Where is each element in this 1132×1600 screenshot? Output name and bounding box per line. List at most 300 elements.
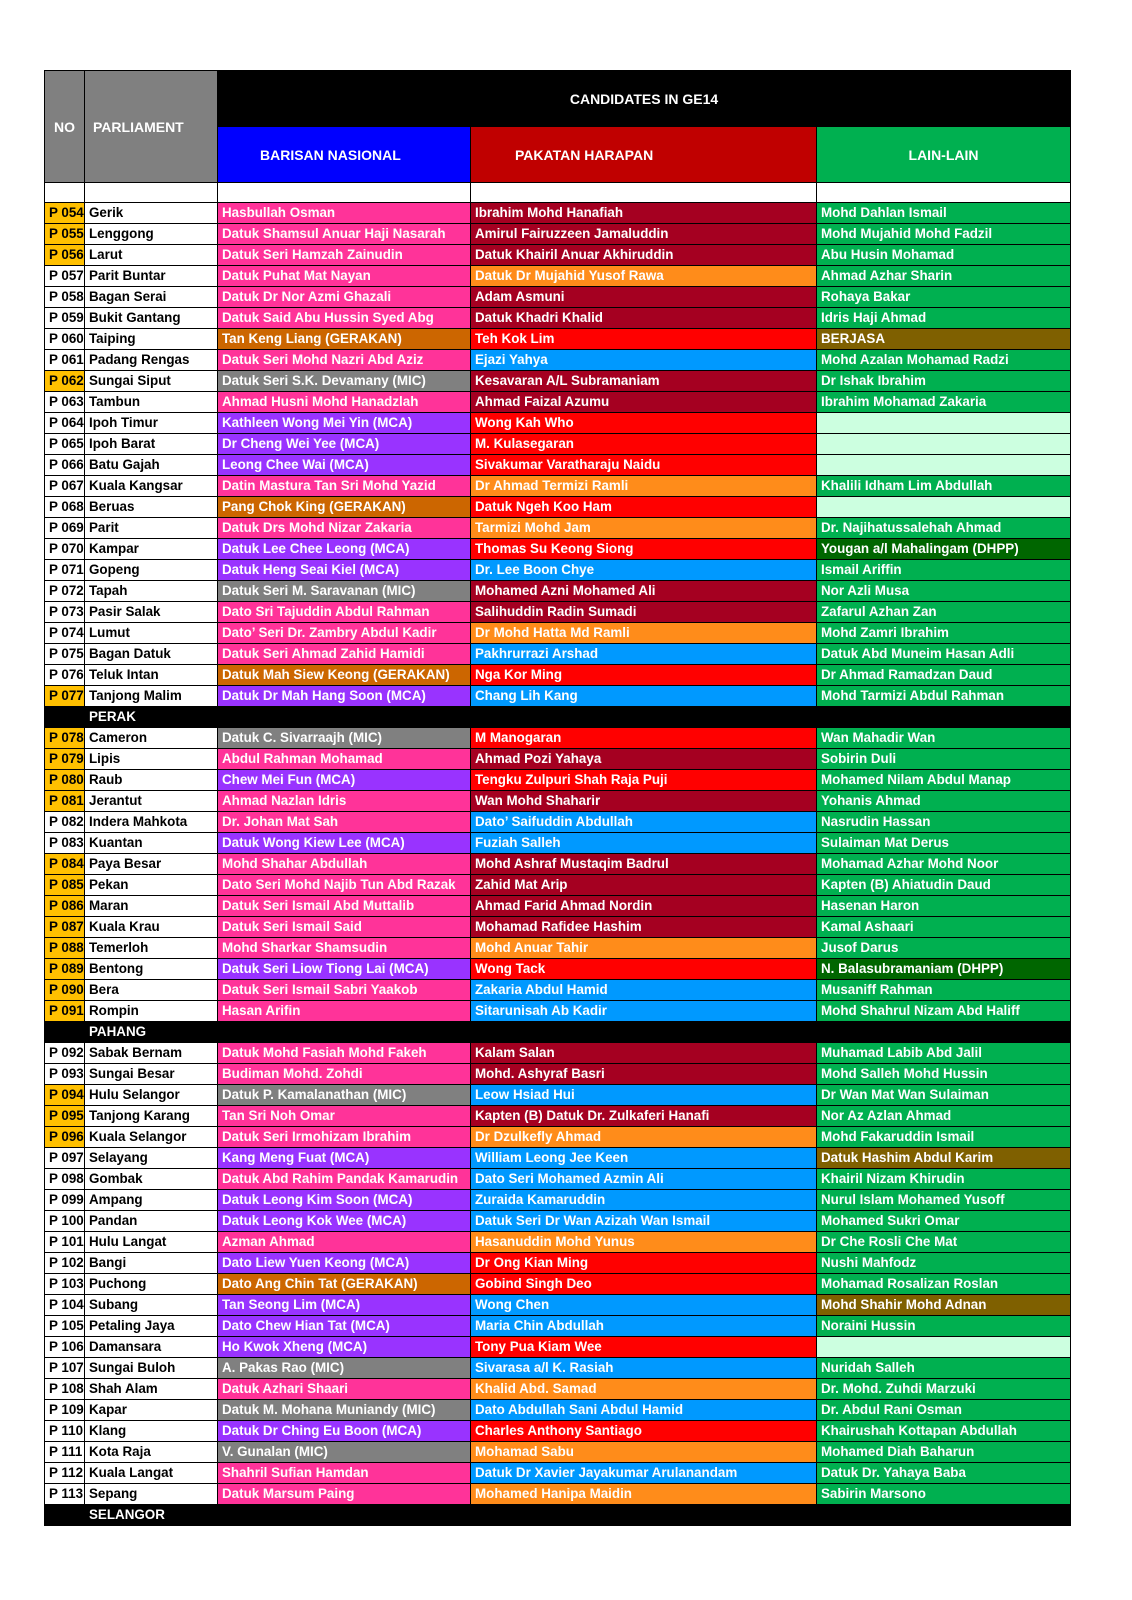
state-label: PERAK	[85, 707, 218, 728]
seat-number: P 081	[45, 791, 85, 812]
bn-candidate: Datuk Seri Liow Tiong Lai (MCA)	[218, 959, 471, 980]
table-row	[45, 1253, 1071, 1274]
parliament-name: Subang	[85, 1295, 218, 1316]
table-row	[45, 1463, 1071, 1484]
table-row	[45, 917, 1071, 938]
parliament-name: Bera	[85, 980, 218, 1001]
seat-number: P 073	[45, 602, 85, 623]
parliament-name: Bangi	[85, 1253, 218, 1274]
bn-candidate: V. Gunalan (MIC)	[218, 1442, 471, 1463]
table-row	[45, 812, 1071, 833]
seat-number: P 100	[45, 1211, 85, 1232]
bn-candidate: Ahmad Nazlan Idris	[218, 791, 471, 812]
ph-candidate: Pakhrurrazi Arshad	[471, 644, 817, 665]
seat-number: P 087	[45, 917, 85, 938]
parliament-name: Beruas	[85, 497, 218, 518]
seat-number: P 090	[45, 980, 85, 1001]
seat-number: P 057	[45, 266, 85, 287]
ph-candidate: M. Kulasegaran	[471, 434, 817, 455]
ph-candidate: Mohd Ashraf Mustaqim Badrul	[471, 854, 817, 875]
other-candidate: Khalili Idham Lim Abdullah	[817, 476, 1071, 497]
bn-candidate: Hasbullah Osman	[218, 203, 471, 224]
table-row	[45, 329, 1071, 350]
table-row	[45, 1442, 1071, 1463]
header-no: NO	[45, 71, 85, 183]
bn-candidate: Dato Chew Hian Tat (MCA)	[218, 1316, 471, 1337]
ph-candidate: Dr Mohd Hatta Md Ramli	[471, 623, 817, 644]
ph-candidate: Salihuddin Radin Sumadi	[471, 602, 817, 623]
state-row-blank	[45, 1022, 85, 1043]
parliament-name: Lipis	[85, 749, 218, 770]
parliament-name: Tapah	[85, 581, 218, 602]
table-row	[45, 749, 1071, 770]
parliament-name: Kota Raja	[85, 1442, 218, 1463]
table-row	[45, 854, 1071, 875]
seat-number: P 069	[45, 518, 85, 539]
bn-candidate: Datuk Dr Ching Eu Boon (MCA)	[218, 1421, 471, 1442]
parliament-name: Padang Rengas	[85, 350, 218, 371]
bn-candidate: Hasan Arifin	[218, 1001, 471, 1022]
ph-candidate: Adam Asmuni	[471, 287, 817, 308]
table-row	[45, 539, 1071, 560]
seat-number: P 066	[45, 455, 85, 476]
bn-candidate: Datuk Puhat Mat Nayan	[218, 266, 471, 287]
ph-candidate: Wong Tack	[471, 959, 817, 980]
table-row	[45, 1085, 1071, 1106]
seat-number: P 095	[45, 1106, 85, 1127]
bn-candidate: Datuk M. Mohana Muniandy (MIC)	[218, 1400, 471, 1421]
state-label: PAHANG	[85, 1022, 218, 1043]
parliament-name: Jerantut	[85, 791, 218, 812]
seat-number: P 077	[45, 686, 85, 707]
ph-candidate: Ejazi Yahya	[471, 350, 817, 371]
other-candidate	[817, 497, 1071, 518]
bn-candidate: Datuk Marsum Paing	[218, 1484, 471, 1505]
seat-number: P 094	[45, 1085, 85, 1106]
table-row	[45, 833, 1071, 854]
bn-candidate: Datuk Shamsul Anuar Haji Nasarah	[218, 224, 471, 245]
bn-candidate: Dato Sri Tajuddin Abdul Rahman	[218, 602, 471, 623]
other-candidate: Hasenan Haron	[817, 896, 1071, 917]
bn-candidate: Dato Liew Yuen Keong (MCA)	[218, 1253, 471, 1274]
state-row-fill	[218, 707, 1071, 728]
other-candidate: N. Balasubramaniam (DHPP)	[817, 959, 1071, 980]
ph-candidate: Zakaria Abdul Hamid	[471, 980, 817, 1001]
header-barisan-nasional: BARISAN NASIONAL	[218, 127, 471, 183]
bn-candidate: Ho Kwok Xheng (MCA)	[218, 1337, 471, 1358]
state-row	[45, 1505, 1071, 1526]
parliament-name: Bagan Datuk	[85, 644, 218, 665]
ph-candidate: Datuk Seri Dr Wan Azizah Wan Ismail	[471, 1211, 817, 1232]
seat-number: P 079	[45, 749, 85, 770]
other-candidate	[817, 413, 1071, 434]
other-candidate: Datuk Hashim Abdul Karim	[817, 1148, 1071, 1169]
state-row-blank	[45, 1505, 85, 1526]
table-row	[45, 497, 1071, 518]
other-candidate: Dr Wan Mat Wan Sulaiman	[817, 1085, 1071, 1106]
seat-number: P 108	[45, 1379, 85, 1400]
seat-number: P 070	[45, 539, 85, 560]
ph-candidate: Teh Kok Lim	[471, 329, 817, 350]
other-candidate: Khairil Nizam Khirudin	[817, 1169, 1071, 1190]
ph-candidate: Leow Hsiad Hui	[471, 1085, 817, 1106]
ph-candidate: Datuk Dr Xavier Jayakumar Arulanandam	[471, 1463, 817, 1484]
other-candidate: Abu Husin Mohamad	[817, 245, 1071, 266]
other-candidate: Mohd Dahlan Ismail	[817, 203, 1071, 224]
ph-candidate: Mohamad Sabu	[471, 1442, 817, 1463]
parliament-name: Maran	[85, 896, 218, 917]
ph-candidate: Kalam Salan	[471, 1043, 817, 1064]
bn-candidate: Tan Seong Lim (MCA)	[218, 1295, 471, 1316]
table-row	[45, 1358, 1071, 1379]
bn-candidate: Datuk Mohd Fasiah Mohd Fakeh	[218, 1043, 471, 1064]
bn-candidate: Datuk Leong Kim Soon (MCA)	[218, 1190, 471, 1211]
seat-number: P 061	[45, 350, 85, 371]
table-row	[45, 350, 1071, 371]
header-title: CANDIDATES IN GE14	[218, 71, 1071, 127]
header-parliament: PARLIAMENT	[85, 71, 218, 183]
seat-number: P 067	[45, 476, 85, 497]
seat-number: P 075	[45, 644, 85, 665]
seat-number: P 074	[45, 623, 85, 644]
parliament-name: Bukit Gantang	[85, 308, 218, 329]
bn-candidate: Datuk Seri Ismail Said	[218, 917, 471, 938]
bn-candidate: Tan Sri Noh Omar	[218, 1106, 471, 1127]
other-candidate: Mohd Shahir Mohd Adnan	[817, 1295, 1071, 1316]
other-candidate: Mohamad Rosalizan Roslan	[817, 1274, 1071, 1295]
bn-candidate: Tan Keng Liang (GERAKAN)	[218, 329, 471, 350]
bn-candidate: Mohd Shahar Abdullah	[218, 854, 471, 875]
other-candidate: Sulaiman Mat Derus	[817, 833, 1071, 854]
bn-candidate: Datuk Drs Mohd Nizar Zakaria	[218, 518, 471, 539]
seat-number: P 060	[45, 329, 85, 350]
header-lain-lain: LAIN-LAIN	[817, 127, 1071, 183]
other-candidate: Yougan a/l Mahalingam (DHPP)	[817, 539, 1071, 560]
parliament-name: Ampang	[85, 1190, 218, 1211]
other-candidate: Mohd Fakaruddin Ismail	[817, 1127, 1071, 1148]
ph-candidate: Dr Dzulkefly Ahmad	[471, 1127, 817, 1148]
parliament-name: Lenggong	[85, 224, 218, 245]
other-candidate: Dr. Mohd. Zuhdi Marzuki	[817, 1379, 1071, 1400]
ph-candidate: Dr Ong Kian Ming	[471, 1253, 817, 1274]
bn-candidate: Datuk Seri Irmohizam Ibrahim	[218, 1127, 471, 1148]
ph-candidate: Wong Chen	[471, 1295, 817, 1316]
parliament-name: Parit Buntar	[85, 266, 218, 287]
parliament-name: Pasir Salak	[85, 602, 218, 623]
other-candidate: Nor Azli Musa	[817, 581, 1071, 602]
bn-candidate: Datuk Heng Seai Kiel (MCA)	[218, 560, 471, 581]
parliament-name: Taiping	[85, 329, 218, 350]
parliament-name: Kapar	[85, 1400, 218, 1421]
table-row	[45, 224, 1071, 245]
parliament-name: Teluk Intan	[85, 665, 218, 686]
ph-candidate: Amirul Fairuzzeen Jamaluddin	[471, 224, 817, 245]
parliament-name: Kampar	[85, 539, 218, 560]
parliament-name: Tanjong Malim	[85, 686, 218, 707]
seat-number: P 104	[45, 1295, 85, 1316]
parliament-name: Batu Gajah	[85, 455, 218, 476]
spacer-cell	[85, 183, 218, 203]
table-row	[45, 518, 1071, 539]
parliament-name: Kuala Selangor	[85, 1127, 218, 1148]
bn-candidate: Chew Mei Fun (MCA)	[218, 770, 471, 791]
table-row	[45, 392, 1071, 413]
table-row	[45, 245, 1071, 266]
ph-candidate: Ahmad Faizal Azumu	[471, 392, 817, 413]
bn-candidate: Datuk Seri Ismail Sabri Yaakob	[218, 980, 471, 1001]
ph-candidate: Dr Ahmad Termizi Ramli	[471, 476, 817, 497]
table-row	[45, 1106, 1071, 1127]
seat-number: P 089	[45, 959, 85, 980]
ph-candidate: Hasanuddin Mohd Yunus	[471, 1232, 817, 1253]
parliament-name: Kuala Langat	[85, 1463, 218, 1484]
parliament-name: Tanjong Karang	[85, 1106, 218, 1127]
table-row	[45, 623, 1071, 644]
table-row	[45, 203, 1071, 224]
seat-number: P 103	[45, 1274, 85, 1295]
bn-candidate: Datuk Seri Ahmad Zahid Hamidi	[218, 644, 471, 665]
parliament-name: Selayang	[85, 1148, 218, 1169]
ph-candidate: Wan Mohd Shaharir	[471, 791, 817, 812]
ph-candidate: Dato Abdullah Sani Abdul Hamid	[471, 1400, 817, 1421]
bn-candidate: Pang Chok King (GERAKAN)	[218, 497, 471, 518]
state-row	[45, 707, 1071, 728]
table-row	[45, 455, 1071, 476]
other-candidate: Khairushah Kottapan Abdullah	[817, 1421, 1071, 1442]
bn-candidate: Abdul Rahman Mohamad	[218, 749, 471, 770]
parliament-name: Lumut	[85, 623, 218, 644]
ph-candidate: Mohamed Hanipa Maidin	[471, 1484, 817, 1505]
parliament-name: Ipoh Timur	[85, 413, 218, 434]
table-row	[45, 434, 1071, 455]
parliament-name: Pandan	[85, 1211, 218, 1232]
other-candidate: Muhamad Labib Abd Jalil	[817, 1043, 1071, 1064]
seat-number: P 076	[45, 665, 85, 686]
ph-candidate: Khalid Abd. Samad	[471, 1379, 817, 1400]
other-candidate: Idris Haji Ahmad	[817, 308, 1071, 329]
bn-candidate: Datuk Dr Mah Hang Soon (MCA)	[218, 686, 471, 707]
seat-number: P 099	[45, 1190, 85, 1211]
parliament-name: Sungai Buloh	[85, 1358, 218, 1379]
table-row	[45, 560, 1071, 581]
bn-candidate: Datuk Seri Hamzah Zainudin	[218, 245, 471, 266]
table-row	[45, 1190, 1071, 1211]
bn-candidate: Kang Meng Fuat (MCA)	[218, 1148, 471, 1169]
parliament-name: Parit	[85, 518, 218, 539]
parliament-name: Sabak Bernam	[85, 1043, 218, 1064]
ph-candidate: Charles Anthony Santiago	[471, 1421, 817, 1442]
bn-candidate: Datuk Seri Mohd Nazri Abd Aziz	[218, 350, 471, 371]
ph-candidate: Mohamed Azni Mohamed Ali	[471, 581, 817, 602]
seat-number: P 064	[45, 413, 85, 434]
seat-number: P 098	[45, 1169, 85, 1190]
ph-candidate: Dato Seri Mohamed Azmin Ali	[471, 1169, 817, 1190]
seat-number: P 106	[45, 1337, 85, 1358]
ph-candidate: Datuk Khairil Anuar Akhiruddin	[471, 245, 817, 266]
seat-number: P 054	[45, 203, 85, 224]
seat-number: P 055	[45, 224, 85, 245]
parliament-name: Gombak	[85, 1169, 218, 1190]
table-row	[45, 1127, 1071, 1148]
other-candidate: Sabirin Marsono	[817, 1484, 1071, 1505]
bn-candidate: Datuk Leong Kok Wee (MCA)	[218, 1211, 471, 1232]
candidates-body	[45, 203, 1071, 1526]
other-candidate: Rohaya Bakar	[817, 287, 1071, 308]
other-candidate: Ismail Ariffin	[817, 560, 1071, 581]
ph-candidate: M Manogaran	[471, 728, 817, 749]
seat-number: P 085	[45, 875, 85, 896]
parliament-name: Hulu Selangor	[85, 1085, 218, 1106]
spacer-cell	[45, 183, 85, 203]
seat-number: P 093	[45, 1064, 85, 1085]
seat-number: P 091	[45, 1001, 85, 1022]
table-row	[45, 1421, 1071, 1442]
seat-number: P 083	[45, 833, 85, 854]
bn-candidate: Leong Chee Wai (MCA)	[218, 455, 471, 476]
ph-candidate: Chang Lih Kang	[471, 686, 817, 707]
state-label: SELANGOR	[85, 1505, 218, 1526]
ph-candidate: Wong Kah Who	[471, 413, 817, 434]
spacer-cell	[218, 183, 471, 203]
other-candidate: Mohamed Diah Baharun	[817, 1442, 1071, 1463]
table-row	[45, 1337, 1071, 1358]
parliament-name: Sungai Siput	[85, 371, 218, 392]
table-row	[45, 1232, 1071, 1253]
ph-candidate: Datuk Dr Mujahid Yusof Rawa	[471, 266, 817, 287]
other-candidate: Nor Az Azlan Ahmad	[817, 1106, 1071, 1127]
seat-number: P 088	[45, 938, 85, 959]
ph-candidate: Thomas Su Keong Siong	[471, 539, 817, 560]
seat-number: P 062	[45, 371, 85, 392]
parliament-name: Bentong	[85, 959, 218, 980]
other-candidate: Dr. Najihatussalehah Ahmad	[817, 518, 1071, 539]
other-candidate: Mohd Mujahid Mohd Fadzil	[817, 224, 1071, 245]
parliament-name: Larut	[85, 245, 218, 266]
state-row-fill	[218, 1505, 1071, 1526]
table-row	[45, 1169, 1071, 1190]
other-candidate: Mohamad Azhar Mohd Noor	[817, 854, 1071, 875]
table-row	[45, 308, 1071, 329]
ph-candidate: Ahmad Farid Ahmad Nordin	[471, 896, 817, 917]
other-candidate: Noraini Hussin	[817, 1316, 1071, 1337]
other-candidate: Mohd Tarmizi Abdul Rahman	[817, 686, 1071, 707]
other-candidate: Mohd Zamri Ibrahim	[817, 623, 1071, 644]
parliament-name: Indera Mahkota	[85, 812, 218, 833]
other-candidate: Sobirin Duli	[817, 749, 1071, 770]
table-row	[45, 1295, 1071, 1316]
bn-candidate: Dato Seri Mohd Najib Tun Abd Razak	[218, 875, 471, 896]
state-row-fill	[218, 1022, 1071, 1043]
candidates-table	[44, 70, 1071, 1526]
seat-number: P 059	[45, 308, 85, 329]
bn-candidate: Datuk P. Kamalanathan (MIC)	[218, 1085, 471, 1106]
seat-number: P 056	[45, 245, 85, 266]
table-row	[45, 896, 1071, 917]
candidates-sheet	[44, 70, 1070, 1526]
table-row	[45, 728, 1071, 749]
parliament-name: Sepang	[85, 1484, 218, 1505]
seat-number: P 072	[45, 581, 85, 602]
other-candidate: Datuk Dr. Yahaya Baba	[817, 1463, 1071, 1484]
table-row	[45, 938, 1071, 959]
seat-number: P 107	[45, 1358, 85, 1379]
table-row	[45, 413, 1071, 434]
bn-candidate: Dr. Johan Mat Sah	[218, 812, 471, 833]
table-row	[45, 1001, 1071, 1022]
other-candidate: Nasrudin Hassan	[817, 812, 1071, 833]
table-row	[45, 686, 1071, 707]
seat-number: P 110	[45, 1421, 85, 1442]
seat-number: P 097	[45, 1148, 85, 1169]
bn-candidate: Mohd Sharkar Shamsudin	[218, 938, 471, 959]
other-candidate: BERJASA	[817, 329, 1071, 350]
ph-candidate: Tarmizi Mohd Jam	[471, 518, 817, 539]
bn-candidate: Shahril Sufian Hamdan	[218, 1463, 471, 1484]
table-row	[45, 1274, 1071, 1295]
ph-candidate: Kapten (B) Datuk Dr. Zulkaferi Hanafi	[471, 1106, 817, 1127]
table-row	[45, 959, 1071, 980]
bn-candidate: Datuk Azhari Shaari	[218, 1379, 471, 1400]
parliament-name: Cameron	[85, 728, 218, 749]
seat-number: P 071	[45, 560, 85, 581]
parliament-name: Gopeng	[85, 560, 218, 581]
parliament-name: Kuantan	[85, 833, 218, 854]
other-candidate: Mohamed Nilam Abdul Manap	[817, 770, 1071, 791]
table-row	[45, 602, 1071, 623]
bn-candidate: Ahmad Husni Mohd Hanadzlah	[218, 392, 471, 413]
ph-candidate: Ahmad Pozi Yahaya	[471, 749, 817, 770]
table-row	[45, 287, 1071, 308]
ph-candidate: Gobind Singh Deo	[471, 1274, 817, 1295]
bn-candidate: A. Pakas Rao (MIC)	[218, 1358, 471, 1379]
table-row	[45, 644, 1071, 665]
table-row	[45, 1064, 1071, 1085]
other-candidate: Yohanis Ahmad	[817, 791, 1071, 812]
header-spacer-row	[45, 183, 1071, 203]
parliament-name: Kuala Kangsar	[85, 476, 218, 497]
parliament-name: Kuala Krau	[85, 917, 218, 938]
table-row	[45, 1043, 1071, 1064]
ph-candidate: Mohd Anuar Tahir	[471, 938, 817, 959]
bn-candidate: Dato Ang Chin Tat (GERAKAN)	[218, 1274, 471, 1295]
seat-number: P 102	[45, 1253, 85, 1274]
other-candidate: Ibrahim Mohamad Zakaria	[817, 392, 1071, 413]
seat-number: P 086	[45, 896, 85, 917]
table-row	[45, 1316, 1071, 1337]
ph-candidate: Dato’ Saifuddin Abdullah	[471, 812, 817, 833]
ph-candidate: Dr. Lee Boon Chye	[471, 560, 817, 581]
table-row	[45, 1400, 1071, 1421]
ph-candidate: Zahid Mat Arip	[471, 875, 817, 896]
ph-candidate: William Leong Jee Keen	[471, 1148, 817, 1169]
table-row	[45, 875, 1071, 896]
table-row	[45, 581, 1071, 602]
other-candidate: Nushi Mahfodz	[817, 1253, 1071, 1274]
seat-number: P 068	[45, 497, 85, 518]
parliament-name: Pekan	[85, 875, 218, 896]
seat-number: P 058	[45, 287, 85, 308]
bn-candidate: Datuk Seri M. Saravanan (MIC)	[218, 581, 471, 602]
bn-candidate: Datuk Abd Rahim Pandak Kamarudin	[218, 1169, 471, 1190]
bn-candidate: Dato’ Seri Dr. Zambry Abdul Kadir	[218, 623, 471, 644]
parliament-name: Petaling Jaya	[85, 1316, 218, 1337]
seat-number: P 065	[45, 434, 85, 455]
seat-number: P 080	[45, 770, 85, 791]
parliament-name: Temerloh	[85, 938, 218, 959]
bn-candidate: Datuk Seri Ismail Abd Muttalib	[218, 896, 471, 917]
other-candidate: Jusof Darus	[817, 938, 1071, 959]
seat-number: P 096	[45, 1127, 85, 1148]
